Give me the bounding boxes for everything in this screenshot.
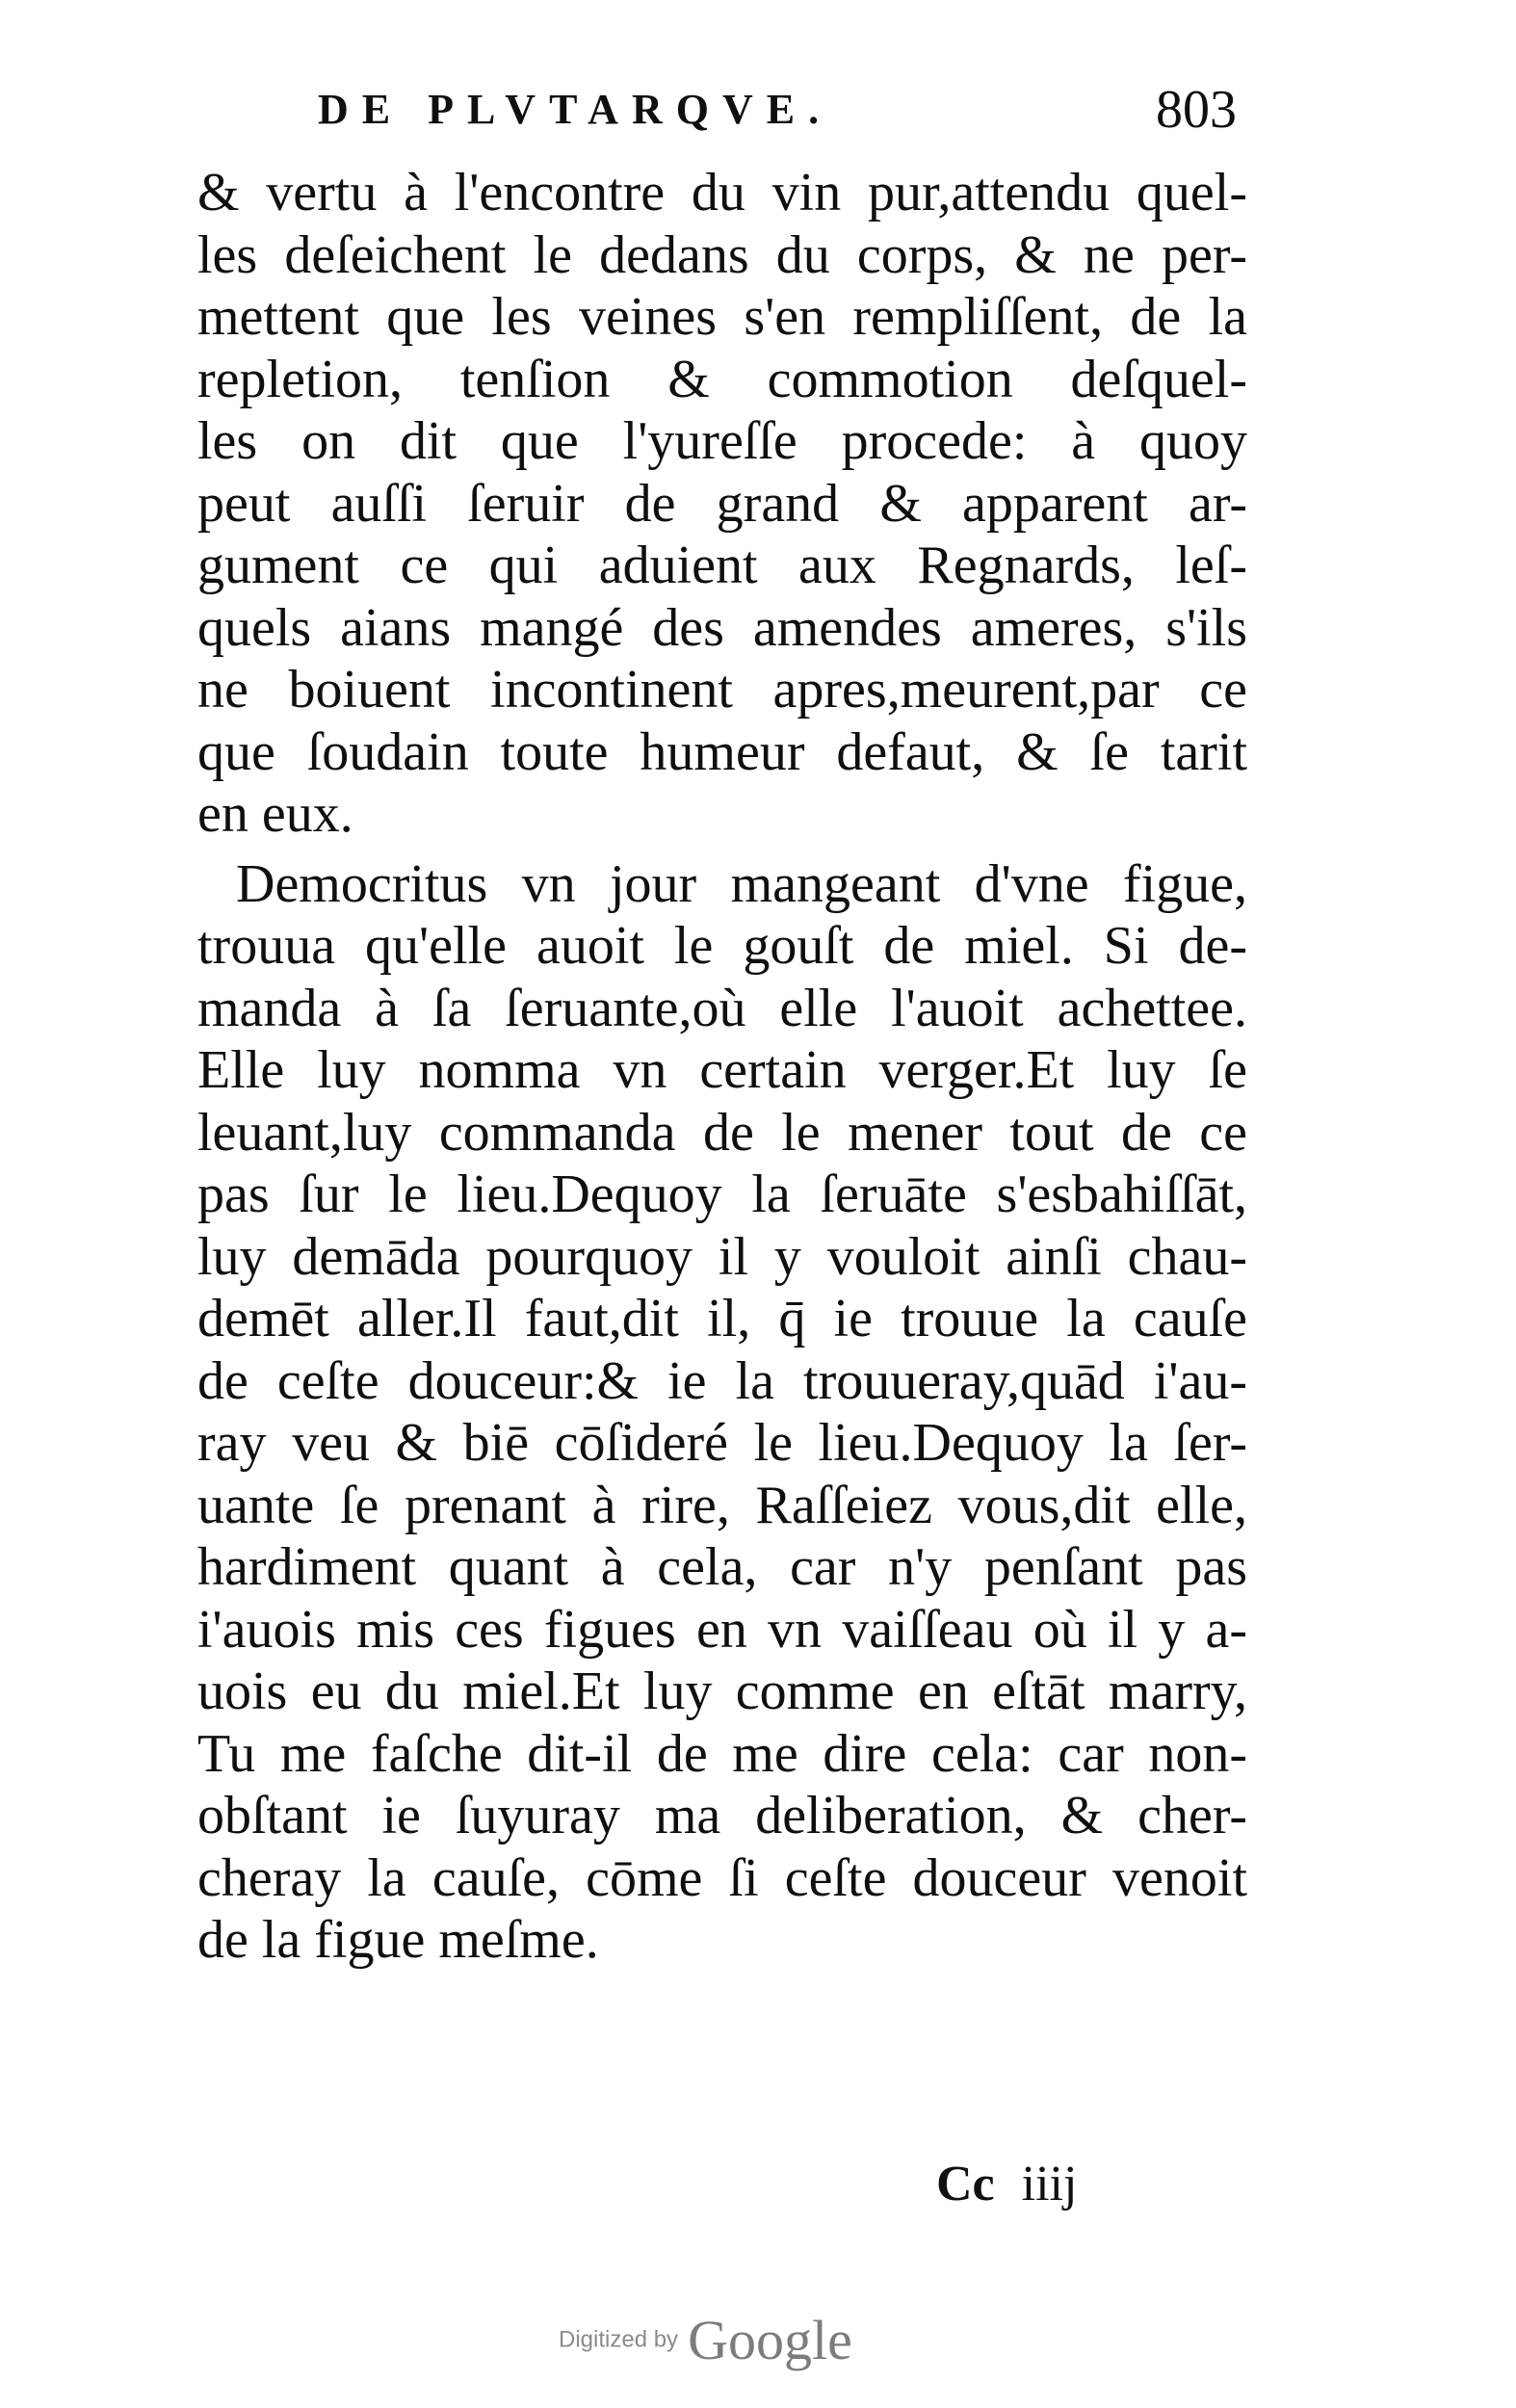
text-line: cheray la cauſe, cōme ſi ceſte douceur venoit	[197, 1847, 1247, 1908]
paragraph-gap	[197, 846, 1247, 853]
text-line: pas ſur le lieu.Dequoy la ſeruāte s'esbahiſſāt,	[197, 1165, 1247, 1224]
signature-mark	[936, 2156, 1077, 2212]
text-line: uante ſe prenant à rire, Raſſeiez vous,dit elle,	[197, 1475, 1247, 1535]
text-line: trouua qu'elle auoit le gouſt de miel. Si de-	[197, 916, 1247, 976]
body-text	[197, 162, 1247, 1972]
text-line: & vertu à l'encontre du vin pur,attendu quel-	[197, 163, 1247, 222]
text-line: demēt aller.Il faut,dit il, q̄ ie trouue la cauſe	[197, 1289, 1247, 1348]
text-line: les on dit que l'yureſſe procede: à quoy	[197, 411, 1247, 471]
watermark-logo: Google	[688, 2309, 852, 2371]
signature-number: iiij	[1021, 2157, 1078, 2212]
text-line: de la figue meſme.	[197, 1910, 599, 1970]
text-line: ray veu & biē cōſideré le lieu.Dequoy la ſer-	[197, 1413, 1247, 1473]
running-head: DE PLVTARQVE.	[318, 86, 833, 133]
text-line: quels aians mangé des amendes ameres, s'ils	[197, 597, 1247, 658]
paragraph-2	[197, 853, 1247, 1972]
text-line: uois eu du miel.Et luy comme en eſtāt marry,	[197, 1662, 1247, 1721]
text-line: peut auſſi ſeruir de grand & apparent ar-	[197, 473, 1247, 534]
text-line: ne boiuent incontinent apres,meurent,par ce	[197, 660, 1247, 720]
text-line: de ceſte douceur:& ie la trouueray,quād i'au-	[197, 1350, 1247, 1411]
text-line: repletion, tenſion & commotion deſquel-	[197, 349, 1247, 409]
text-line: Democritus vn jour mangeant d'vne figue,	[236, 853, 1247, 914]
watermark-prefix: Digitized by	[559, 2326, 679, 2353]
text-line: Tu me faſche dit-il de me dire cela: car non-	[197, 1723, 1247, 1784]
text-line: i'auois mis ces figues en vn vaiſſeau où il y a-	[197, 1599, 1247, 1660]
text-line: que ſoudain toute humeur defaut, & ſe tarit	[197, 721, 1247, 782]
text-line: gument ce qui aduient aux Regnards, leſ-	[197, 536, 1247, 595]
text-line: luy demāda pourquoy il y vouloit ainſi chau-	[197, 1226, 1247, 1287]
page-number: 803	[1156, 80, 1237, 140]
text-line: leuant,luy commanda de le mener tout de ce	[197, 1102, 1247, 1163]
digitization-watermark	[559, 2308, 852, 2372]
text-line: les deſeichent le dedans du corps, & ne per-	[197, 224, 1247, 285]
text-line: en eux.	[197, 784, 353, 844]
text-line: hardiment quant à cela, car n'y penſant pas	[197, 1537, 1247, 1597]
text-line: mettent que les veines s'en rempliſſent, de la	[197, 287, 1247, 347]
paragraph-1	[197, 162, 1247, 846]
text-line: obſtant ie ſuyuray ma deliberation, & cher-	[197, 1786, 1247, 1845]
signature-letter: Cc	[936, 2157, 995, 2212]
text-line: Elle luy nomma vn certain verger.Et luy ſe	[197, 1040, 1247, 1100]
text-line: manda à ſa ſeruante,où elle l'auoit achettee.	[197, 978, 1247, 1038]
